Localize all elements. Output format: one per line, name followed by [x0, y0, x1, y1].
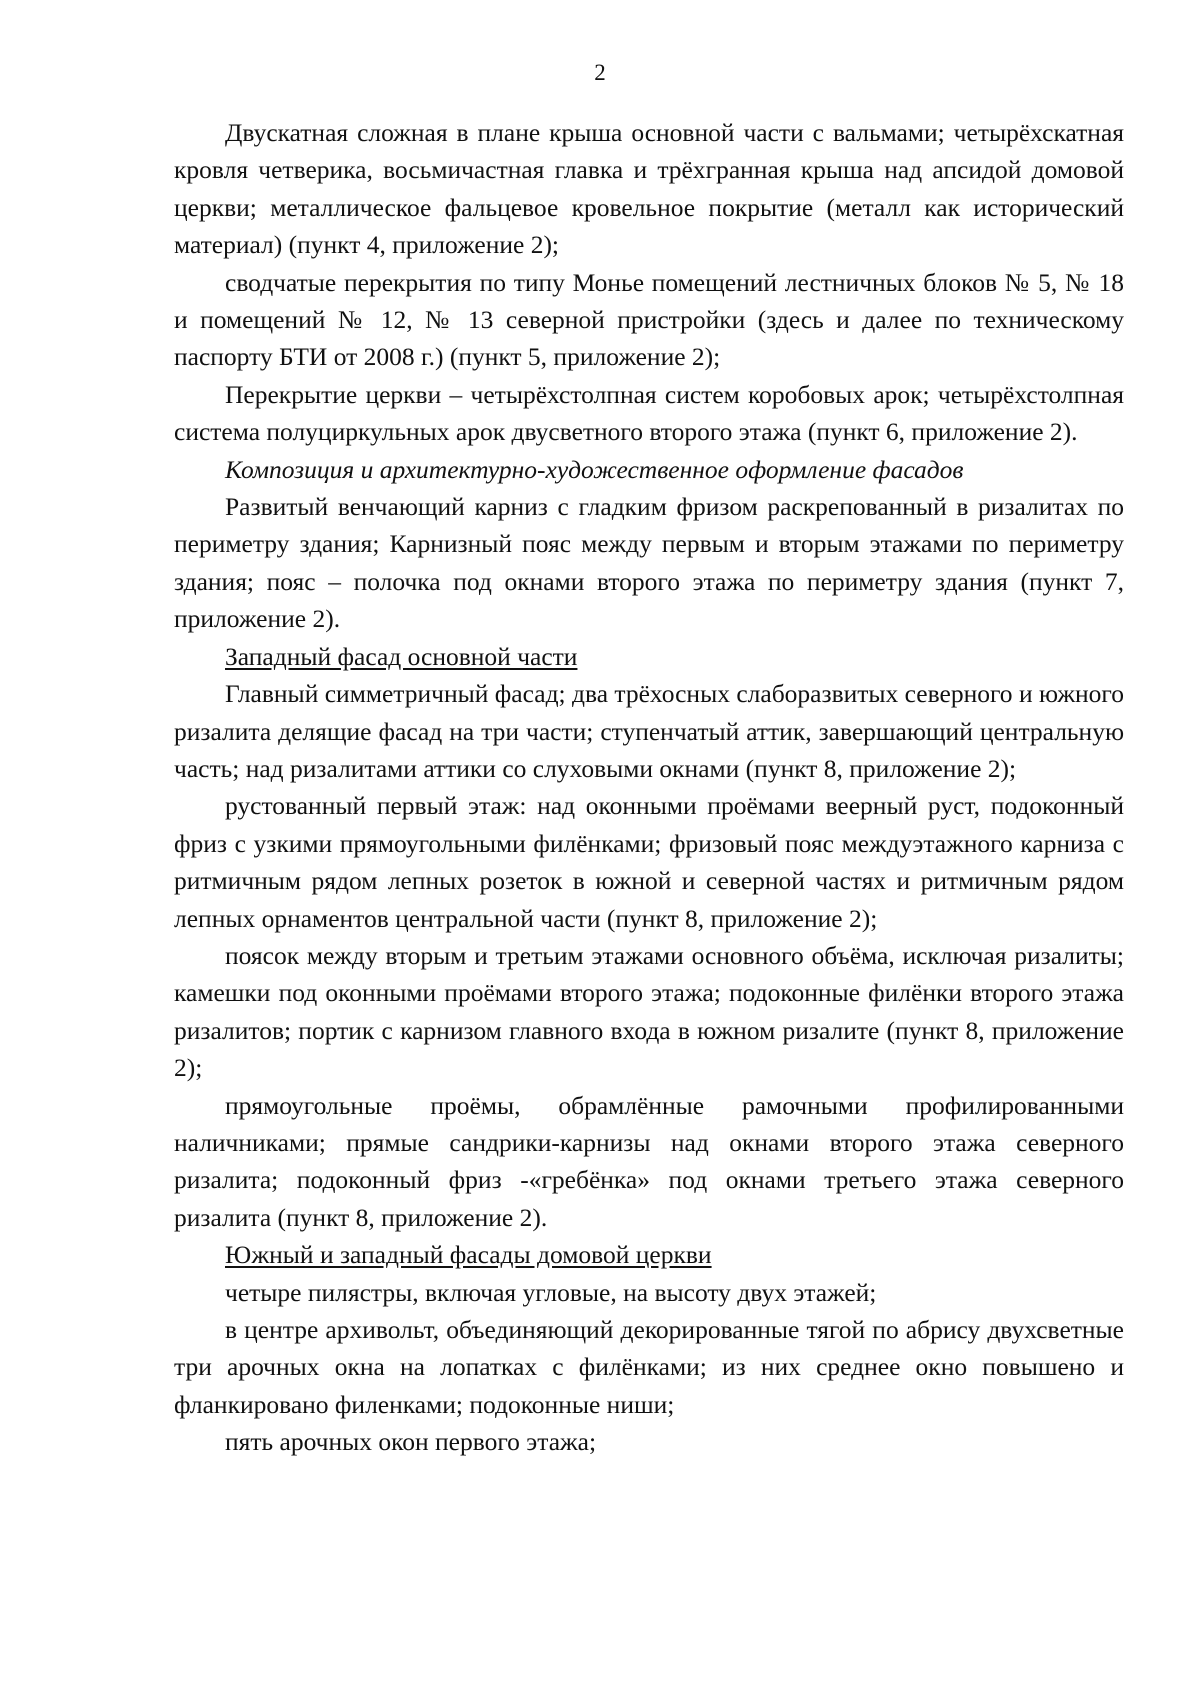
paragraph-archivolt: в центре архивольт, объединяющий декорированные тягой по абрису двухсветные три арочных окна на лопатках с филёнками; из них среднее окно повышено и фланкировано филенками; подоконные ниши;: [174, 1315, 1124, 1419]
paragraph-arched-windows: пять арочных окон первого этажа;: [225, 1427, 597, 1457]
paragraph-belt: поясок между вторым и третьим этажами основного объёма, исключая ризалиты; камешки под оконными проёмами второго этажа; подоконные филёнки второго этажа ризалитов; портик с карнизом главного входа в южном ризалите (пункт 8, приложение 2);: [174, 940, 1124, 1083]
paragraph-cornice: Развитый венчающий карниз с гладким фризом раскрепованный в ризалитах по периметру здания; Карнизный пояс между первым и вторым этажами по периметру здания; пояс – полочка под окнами второго этажа по периметру здания (пункт 7, приложение 2).: [174, 492, 1124, 634]
subheading-church-facades: [174, 1236, 1124, 1273]
section-heading-facades: Композиция и архитектурно-художественное оформление фасадов: [225, 454, 964, 484]
subheading-west-facade-text: Западный фасад основной части: [225, 641, 578, 671]
paragraph-first-floor: рустованный первый этаж: над оконными проёмами веерный руст, подоконный фриз с узкими прямоугольными филёнками; фризовый пояс междуэтажного карниза с ритмичным рядом лепных розеток в южной и северной частях и ритмичным рядом лепных орнаментов центральной части (пункт 8, приложение 2);: [174, 791, 1124, 933]
paragraph-pilasters: четыре пилястры, включая угловые, на высоту двух этажей;: [225, 1277, 877, 1307]
paragraph-church-ceiling: Перекрытие церкви – четырёхстолпная систем коробовых арок; четырёхстолпная система полуциркульных арок двусветного второго этажа (пункт 6, приложение 2).: [174, 379, 1124, 447]
paragraph-roof: Двускатная сложная в плане крыша основной части с вальмами; четырёхскатная кровля четверика, восьмичастная главка и трёхгранная крыша над апсидой домовой церкви; металлическое фальцевое кровельное покрытие (металл как исторический материал) (пункт 4, приложение 2);: [174, 118, 1124, 260]
subheading-west-facade: [174, 638, 1124, 675]
paragraph-vaults: сводчатые перекрытия по типу Монье помещений лестничных блоков № 5, № 18 и помещений № 12, № 13 северной пристройки (здесь и далее по техническому паспорту БТИ от 2008 г.) (пункт 5, приложение 2);: [174, 267, 1124, 372]
page-number: 2: [594, 60, 606, 85]
paragraph-main-facade: Главный симметричный фасад; два трёхосных слаборазвитых северного и южного ризалита делящие фасад на три части; ступенчатый аттик, завершающий центральную часть; над ризалитами аттики со слуховыми окнами (пункт 8, приложение 2);: [174, 679, 1124, 783]
document-body: [174, 114, 1124, 1461]
paragraph-openings: прямоугольные проёмы, обрамлённые рамочными профилированными наличниками; прямые сандрики-карнизы над окнами второго этажа северного ризалита; подоконный фриз -«гребёнка» под окнами третьего этажа северного ризалита (пункт 8, приложение 2).: [174, 1090, 1124, 1232]
subheading-church-facades-text: Южный и западный фасады домовой церкви: [225, 1240, 712, 1270]
